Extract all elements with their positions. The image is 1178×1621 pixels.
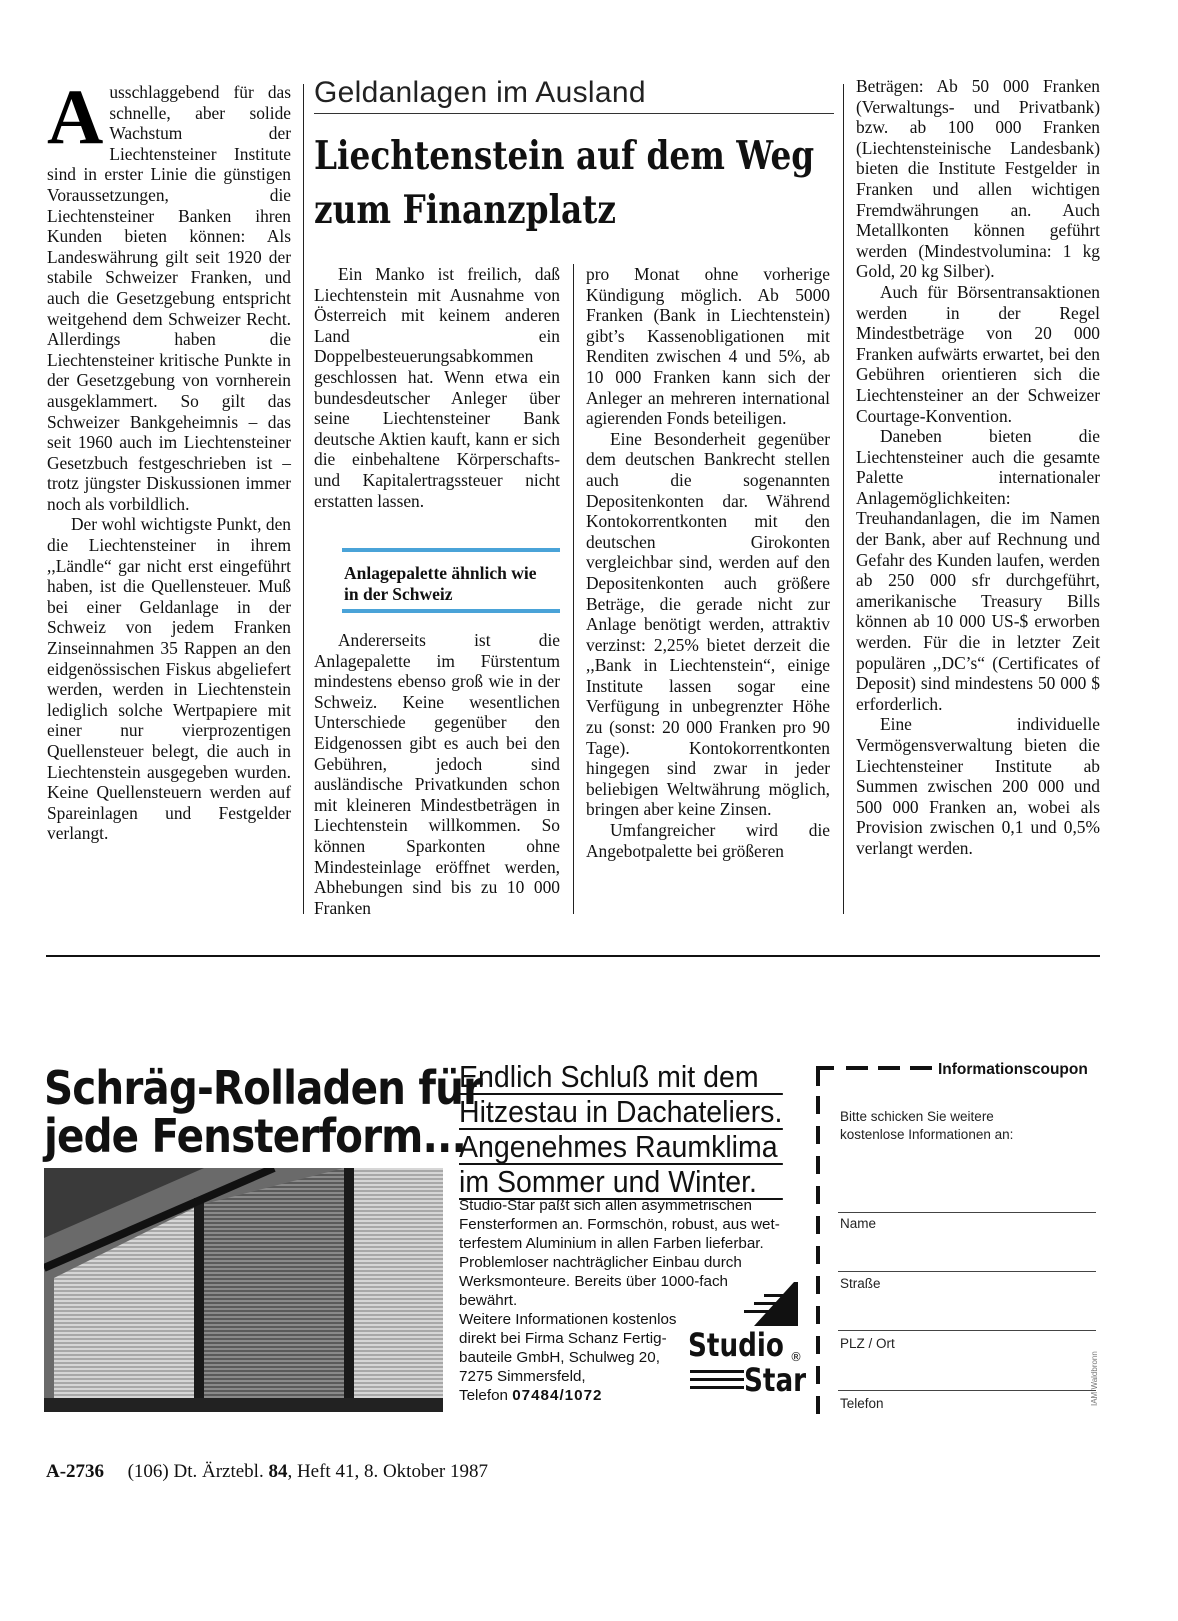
subhead-bottom-bar [342,609,560,613]
ad-title-line-1: Schräg-Rolladen für [44,1061,483,1115]
col4-paragraph-4: Eine individuelle Vermögensverwaltung bieten die Liechtensteiner Institute ab Summen zwischen 200 000 und 500 000 Franken an, wobei als Provision zwischen 0,1 und 0,5% verlangt werden. [856,714,1100,858]
coupon-dash-left [816,1126,820,1144]
ad-body-line: bewährt. [459,1292,518,1309]
col3-paragraph-2: Eine Besonderheit gegenüber dem deutschen Bankrecht stellen auch die sogenannten Depositenkonten dar. Während Kontokorrentkonten mit den deutschen Girokonten vergleichbar sind, werden auf den Depositenkonten auch größere Beträge, die gerade nicht zur Anlage benötigt werden, attraktiv verzinst: 2,25% bietet derzeit die ,,Bank in Liechtenstein“, einige Institute lassen sogar eine Verfügung in unbegrenzter Höhe zu (sonst: 20 000 Franken pro 90 Tage). Kontokorrentkonten hingegen sind zwar in jeder beliebigen Weltwährung möglich, bringen aber keine Zinsen. [586,428,830,820]
coupon-intro-line-1: Bitte schicken Sie weitere [840,1109,994,1124]
page-footer [46,1461,488,1483]
article-ad-separator [46,955,1100,957]
coupon-dash-left [816,1336,820,1354]
col4-paragraph-2: Auch für Börsentransaktionen werden in der Regel Mindestbeträge von 20 000 Franken aufwärts erwartet, bei den Gebühren orientieren sich die Liechtensteiner an der Schweizer Courtage-Konvention. [856,281,1100,426]
col3-paragraph-3: Umfangreicher wird die Angebotpalette bei größeren [586,820,830,861]
ad-slogan [459,1060,782,1200]
col1-paragraph-2: Der wohl wichtigste Punkt, den die Liechtensteiner in ihrem ,,Ländle“ gar nicht erst eingeführt haben, ist die Quellensteuer. Muß bei einer Geldanlage in der Schweiz von jedem Franken Zinseinnahmen 35 Rappen an den eidgenössischen Fiskus abgeliefert werden, werden in Liechtenstein lediglich solche Wertpapiere mit einer nur vierprozentigen Quellensteuer belegt, die auch in Liechtenstein ausgegeben wurden. Keine Quellensteuern werden auf Spareinlagen und Festgelder verlangt. [47,514,291,844]
ad-slogan-line-2: Hitzestau in Dachateliers. [459,1094,783,1129]
footer-issue-suffix: , Heft 41, 8. Oktober 1987 [287,1461,488,1482]
ad-slogan-line-3: Angenehmes Raumklima [459,1130,782,1165]
column-divider-3 [843,84,844,914]
coupon-blank-line [838,1212,1096,1213]
coupon-name-line[interactable] [838,1271,1096,1272]
coupon-dash-left [816,1156,820,1174]
coupon-dash-left [816,1366,820,1384]
ad-body-line: 7275 Simmersfeld, [459,1368,586,1385]
coupon-dash-left [816,1306,820,1324]
ad-body-line: Problemloser nachträglicher Einbau durch [459,1254,742,1271]
ad-body-line: Weitere Informationen kostenlos [459,1311,677,1328]
coupon-dash-top [878,1066,900,1070]
column-divider-2 [573,264,574,914]
coupon-dash-top [846,1066,868,1070]
ad-body-line: Werksmonteure. Bereits über 1000-fach [459,1273,729,1290]
logo-registered: ® [790,1350,802,1364]
article-column-2-continued [314,630,560,918]
coupon-dash-left [816,1276,820,1294]
ad-body-line: bauteile GmbH, Schulweg 20, [459,1349,660,1366]
headline-line-2: zum Finanzplatz [314,187,616,233]
col2-paragraph-1: Ein Manko ist freilich, daß Liechtenstein mit Ausnahme von Österreich mit keinem anderen Land ein Doppelbesteuerungsabkommen geschlossen hat. Wenn etwa ein bundesdeutscher Anleger über seine Liechtensteiner Bank deutsche Aktien kauft, kann er sich die einbehaltene Körperschafts- und Kapitalertragssteuer nicht erstatten lassen. [314,264,560,511]
ad-title-line-2: jede Fensterform... [44,1109,466,1163]
coupon-dash-left [816,1186,820,1204]
coupon-city-line[interactable] [838,1390,1096,1391]
coupon-field-phone[interactable]: Telefon [840,1396,884,1411]
ad-phone-number: 07484/1072 [512,1387,603,1404]
coupon-street-line[interactable] [838,1330,1096,1331]
logo-studio: Studio [688,1326,784,1364]
article-column-1 [47,73,291,844]
studio-star-logo [684,1280,806,1404]
coupon-dash-left [816,1396,820,1414]
footer-volume: 84 [268,1461,288,1482]
column-divider-1 [303,84,304,914]
headline-line-1: Liechtenstein auf dem Weg [314,133,815,179]
coupon-dash-top [816,1066,834,1070]
ad-agency-credit: IAM Waldbronn [1090,1351,1099,1406]
coupon-field-name[interactable]: Name [840,1216,877,1231]
col3-paragraph-1: pro Monat ohne vorherige Kündigung möglich. Ab 5000 Franken (Bank in Liechtenstein) gibt’s Kassenobligationen mit Renditen zwischen 4 und 5%, ab 10 000 Franken kann sich der Anleger an mehreren international agierenden Fonds beteiligen. [586,264,830,429]
article-column-2 [314,264,560,511]
ad-product-photo [44,1168,443,1412]
article-kicker: Geldanlagen im Ausland [314,76,646,109]
shutter-illustration [44,1168,443,1412]
coupon-title: Informationscoupon [938,1061,1088,1078]
coupon-dash-left [816,1096,820,1114]
drop-cap: A [47,73,104,160]
col1-paragraph-1: usschlaggebend für das schnelle, aber solide Wachstum der Liechtensteiner Institute sind in erster Linie die günstigen Voraussetzungen, die Liechtensteiner Banken ihren Kunden bieten können: Als Landeswährung gilt seit 1920 der stabile Schweizer Franken, und auch die Gesetzgebung entspricht weitgehend dem Schweizer Recht. Allerdings haben die Liechtensteiner kritische Punkte in der Gesetzgebung von vornherein ausgeklammert. So gilt das Schweizer Bankgeheimnis – das seit 1960 auch im Liechtensteiner Gesetzbuch festgeschrieben ist – trotz jüngster Diskussionen immer noch als vorbildlich. [47,82,291,514]
ad-body-line: terfestem Aluminium in allen Farben lieferbar. [459,1235,764,1252]
kicker-rule [314,113,834,114]
article-column-4 [856,76,1100,859]
coupon-dash-left [816,1216,820,1234]
coupon-intro-line-2: kostenlose Informationen an: [840,1127,1014,1142]
col2-paragraph-2: Andererseits ist die Anlagepalette im Fürstentum mindestens ebenso groß wie in der Schweiz. Keine wesentlichen Unterschiede gegenüber den Eidgenossen gibt es auch bei den Gebühren, jedoch sind ausländische Privatkunden schon mit kleineren Mindestbeträgen in Liechtenstein willkommen. So können Sparkonten ohne Mindesteinlage eröffnet werden, Abhebungen sind bis zu 10 000 Franken [314,630,560,918]
coupon-field-city[interactable]: PLZ / Ort [840,1336,895,1351]
ad-phone-label: Telefon [459,1387,508,1404]
subhead: Anlagepalette ähnlich wie in der Schweiz [344,563,537,604]
col4-paragraph-1: Beträgen: Ab 50 000 Franken (Verwaltungs- und Privatbank) bzw. ab 100 000 Franken (Liechtensteinische Landesbank) bieten die Institute Festgelder in Franken und allen wichtigen Fremdwährungen an. Auch Metallkonten können geführt werden (Mindestvolumina: 1 kg Gold, 20 kg Silber). [856,76,1100,282]
logo-star: Star [744,1361,807,1399]
ad-body-line: Studio-Star paßt sich allen asymmetrischen [459,1197,752,1214]
ad-body-line: direkt bei Firma Schanz Fertig- [459,1330,667,1347]
coupon-dash-left [816,1246,820,1264]
article-column-3 [586,264,830,861]
coupon-dash-top [910,1066,932,1070]
subhead-top-bar [342,548,560,552]
ad-slogan-line-4: im Sommer und Winter. [459,1165,782,1200]
footer-page-number: A-2736 [46,1461,105,1482]
coupon-field-street[interactable]: Straße [840,1276,881,1291]
ad-slogan-line-1: Endlich Schluß mit dem [459,1060,782,1095]
col4-paragraph-3: Daneben bieten die Liechtensteiner auch die gesamte Palette internationaler Anlagemöglichkeiten: Treuhandanlagen, die im Namen der Bank, aber auf Rechnung und Gefahr des Kunden laufen, werden ab 250 000 sfr durchgeführt, amerikanische Treasury Bills können ab 10 000 US-$ erworben werden. Für die in letzter Zeit populären ,,DC’s“ (Certificates of Deposit) sind mindestens 50 000 $ erforderlich. [856,426,1100,714]
footer-issue-prefix: (106) Dt. Ärztebl. [127,1461,264,1482]
ad-body-line: Fensterformen an. Formschön, robust, aus wet- [459,1216,780,1233]
